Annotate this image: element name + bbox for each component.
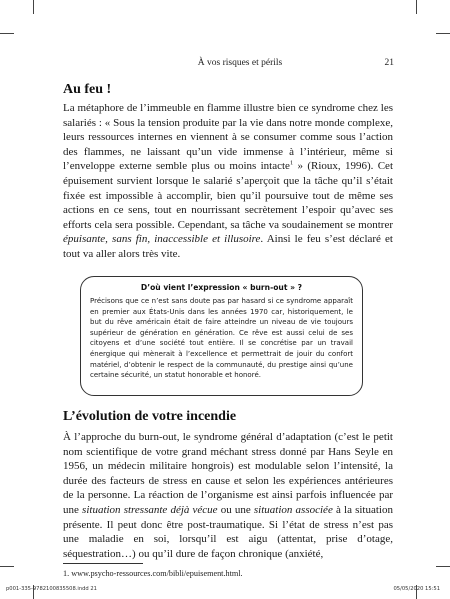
section-heading-au-feu: Au feu ! [63,82,112,97]
footnote: 1. www.psycho-ressources.com/bibli/epuisement.html. [63,569,243,578]
running-title: À vos risques et périls [197,58,283,68]
paragraph-text: . Ainsi le feu s’est déclaré et tout va aller alors très vite. [63,233,393,260]
footnote-ref: 1 [289,159,294,167]
paragraph-au-feu [63,101,393,262]
print-slug-right: 05/05/2020 15:51 [393,586,440,592]
page-number: 21 [384,58,394,68]
crop-mark [436,33,450,34]
paragraph-text: À l’approche du burn-out, le syndrome général d’adaptation (c’est le petit nom scientifique de votre grand méchant stress donné par Hans Seyle en 1956, un médecin militaire hongrois) est modulable selon l’intensité, la durée des facteurs de stress en cause et selon les expériences antérieures de la personne. La réaction de l’organisme est ainsi parfois influencée par une [63,431,393,516]
paragraph-text: La métaphore de l’immeuble en flamme illustre bien ce syndrome chez les salariés : « Sous la tension produite par la vie dans notre monde complexe, leurs ressources internes en viennent à se consumer comme sous l’action des flammes, ne laissant qu’un vide immense à l’intérieur, même si l’enveloppe externe semble plus ou moins intacte [63,102,393,173]
box-text: Précisons que ce n’est sans doute pas par hasard si ce syndrome apparaît en premier aux États-Unis dans les années 1970 car, historiquement, le but du rêve américain était de faire atteindre un niveau de vie toujours supérieur de génération en génération. Ce rêve est aussi celui de ses citoyens et d’une société tout entière. Il se concrétise par un travail énergique qui mènerait à l’excellence et permettrait de jouir du confort matériel, d’obtenir le respect de la communauté, du prestige ainsi qu’une certaine sécurité, un statut honorable et honoré. [90,297,353,380]
crop-mark [0,33,14,34]
crop-mark [436,566,450,567]
print-slug-left: p001-335-9782100835508.indd 21 [6,586,97,592]
emphasis-text: situation associée [253,503,333,516]
paragraph-text: à la situation présente. Il peut donc être post-traumatique. Si l’état de stress n’est pas une maladie en soi, lorsqu’il est aigu (attentat, prise d’otage, séquestration…) ou qu’il dure de façon chronique (anxiété, [63,503,393,560]
footnote-rule [63,563,143,564]
box-title: D’où vient l’expression « burn-out » ? [140,283,303,292]
emphasis-text: situation stressante déjà vécue [82,503,218,516]
paragraph-text: ou une [217,503,254,516]
running-head [0,58,450,72]
crop-mark [33,0,34,14]
paragraph-text: » (Rioux, 1996). Cet épuisement survient lorsque le salarié s’aperçoit que la tâche qu’il s’était fixée est impossible à accomplir, bien qu’il poursuive tout de même ses actions en ce sens, tout en nourrissant secrètement l’espoir qu’avec ses efforts cela sera possible. Cependant, sa tâche va soudainement se montrer [63,160,393,231]
crop-mark [416,0,417,14]
section-heading-evolution: L’évolution de votre incendie [63,409,237,424]
crop-mark [0,566,14,567]
emphasis-text: épuisante, sans fin, inaccessible et illusoire [63,233,261,246]
sidebar-box-burn-out [80,276,363,396]
paragraph-evolution [63,430,393,561]
